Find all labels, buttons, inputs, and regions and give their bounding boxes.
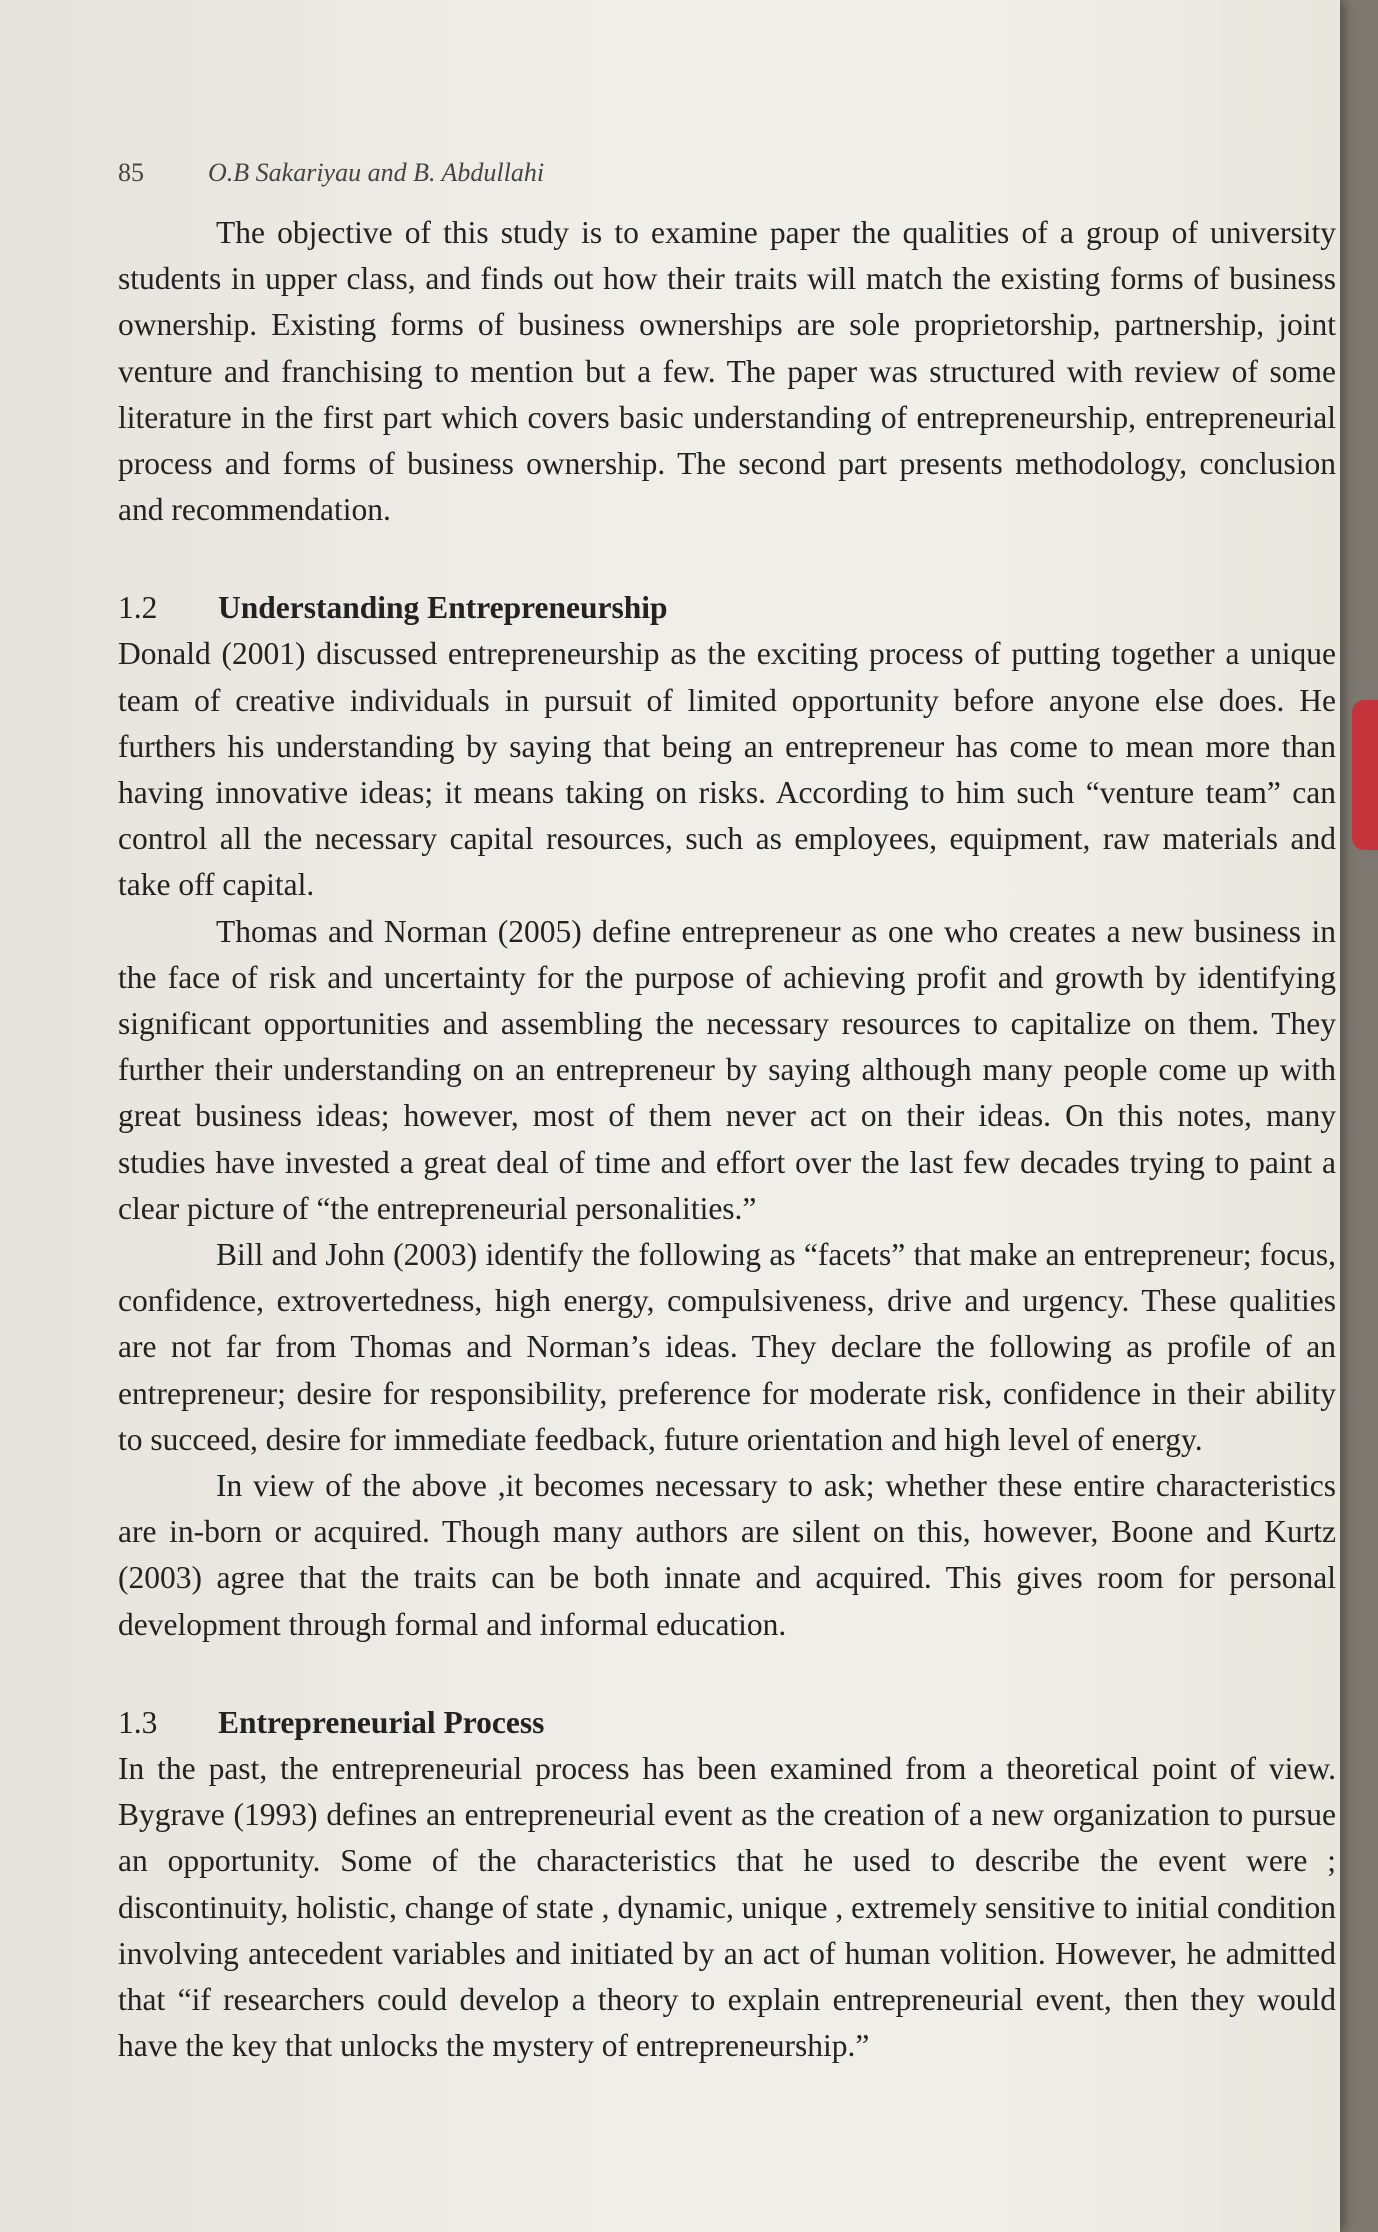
body-paragraph: In the past, the entrepreneurial process has been examined from a theoretical point of view. Bygrave (1993) defines an entrepreneurial event as the creation of a new organization to pursue an opportunity. Some of the characteristics that he used to describe the event were ; discontinuity, holistic, change of state , dynamic, unique , extremely sensitive to initial condition involving antecedent variables and initiated by an act of human volition. However, he admitted that “if researchers could develop a theory to explain entrepreneurial event, then they would have the key that unlocks the mystery of entrepreneurship.” — [118, 1750, 1336, 2064]
section-heading-1-2 — [118, 585, 1336, 631]
red-page-tab — [1352, 700, 1378, 850]
body-paragraph: Bill and John (2003) identify the following as “facets” that make an entrepreneur; focus, confidence, extrovertedness, high energy, compulsiveness, drive and urgency. These qualities are not far from Thomas and Norman’s ideas. They declare the following as profile of an entrepreneur; desire for responsibility, preference for moderate risk, confidence in their ability to succeed, desire for immediate feedback, future orientation and high level of energy. — [118, 1237, 1336, 1457]
spacer — [118, 1648, 1336, 1690]
section-heading-1-3 — [118, 1700, 1336, 1746]
section-title: Understanding Entrepreneurship — [218, 590, 668, 626]
body-paragraph: In view of the above ,it becomes necessary to ask; whether these entire characteristics are in-born or acquired. Though many authors are silent on this, however, Boone and Kurtz (2003) agree that the traits can be both innate and acquired. This gives room for personal development through formal and informal education. — [118, 1468, 1336, 1642]
page-content — [118, 150, 1336, 2069]
section-number: 1.2 — [118, 590, 158, 626]
spacer — [118, 533, 1336, 575]
body-paragraph: Donald (2001) discussed entrepreneurship as the exciting process of putting together a unique team of creative individuals in pursuit of limited opportunity before anyone else does. He furthers his understanding by saying that being an entrepreneur has come to mean more than having innovative ideas; it means taking on risks. According to him such “venture team” can control all the necessary capital resources, such as employees, equipment, raw materials and take off capital. — [118, 636, 1336, 903]
intro-paragraph: The objective of this study is to examine paper the qualities of a group of university students in upper class, and finds out how their traits will match the existing forms of business ownership. Existing forms of business ownerships are sole proprietorship, partnership, joint venture and franchising to mention but a few. The paper was structured with review of some literature in the first part which covers basic understanding of entrepreneurship, entrepreneurial process and forms of business ownership. The second part presents methodology, conclusion and recommendation. — [118, 215, 1336, 528]
running-head-authors: O.B Sakariyau and B. Abdullahi — [208, 158, 545, 187]
running-head — [118, 150, 1336, 190]
section-number: 1.3 — [118, 1704, 158, 1740]
section-title: Entrepreneurial Process — [218, 1704, 545, 1740]
page-number: 85 — [118, 158, 144, 187]
body-paragraph: Thomas and Norman (2005) define entrepreneur as one who creates a new business in the face of risk and uncertainty for the purpose of achieving profit and growth by identifying significant opportunities and assembling the necessary resources to capitalize on them. They further their understanding on an entrepreneur by saying although many people come up with great business ideas; however, most of them never act on their ideas. On this notes, many studies have invested a great deal of time and effort over the last few decades trying to paint a clear picture of “the entrepreneurial personalities.” — [118, 913, 1336, 1226]
